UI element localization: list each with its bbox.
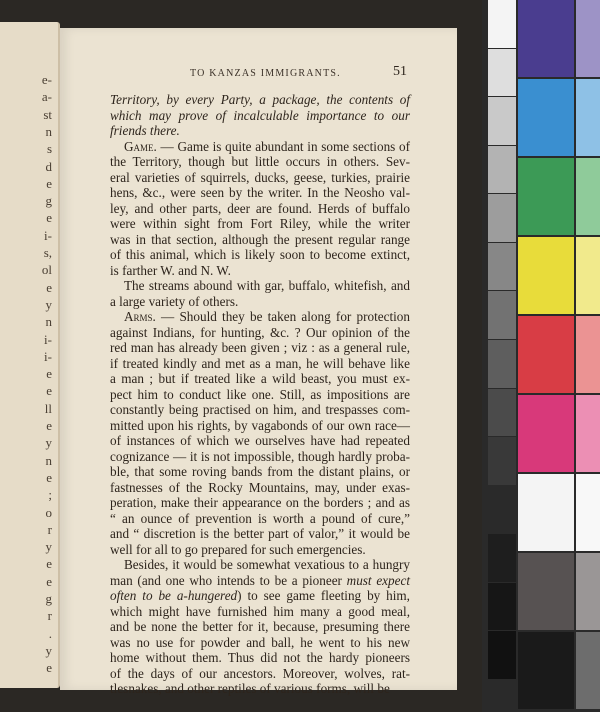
facing-page-fragment: e bbox=[46, 469, 52, 485]
tint-swatch bbox=[576, 79, 600, 156]
text-line: was in that section, although the present regular range bbox=[110, 231, 410, 247]
facing-page-fragment: r bbox=[47, 608, 52, 624]
text-line: eral varieties of squirrels, ducks, geese, turkies, prairie bbox=[110, 169, 410, 185]
text-line: a man ; but if treated like a wild beast, you must ex- bbox=[110, 371, 410, 386]
italic-span: must expect bbox=[346, 572, 410, 588]
facing-page-fragment: y bbox=[45, 642, 52, 658]
color-swatch bbox=[518, 79, 574, 156]
facing-page-fragment: a- bbox=[41, 89, 52, 105]
facing-page-fragment: i- bbox=[44, 348, 52, 364]
text-line: the Territory, though but little occurs in others. Sev- bbox=[110, 154, 410, 169]
gray-swatch bbox=[488, 0, 516, 48]
text-line: pect him to conduct like one. Still, as impositions are bbox=[110, 386, 410, 402]
text-line: was no use for powder and ball, he went to his new bbox=[110, 634, 410, 650]
text-line: mitted upon his rights, by vagabonds of our own race— bbox=[110, 417, 410, 433]
facing-page-fragment: y bbox=[45, 296, 52, 312]
text-line: and be none the better for it, because, presuming there bbox=[110, 619, 410, 634]
text-line: tlesnakes, and other reptiles of various forms, will be bbox=[110, 681, 390, 696]
facing-page-fragment: y bbox=[45, 539, 52, 555]
facing-page-fragment: ; bbox=[48, 487, 52, 503]
facing-page-fragment: d bbox=[45, 158, 52, 174]
facing-page-fragment: g bbox=[45, 591, 52, 606]
tint-swatch bbox=[576, 632, 600, 709]
gray-swatch bbox=[488, 340, 516, 388]
text-line: Besides, it would be somewhat vexatious to a hungry bbox=[124, 557, 410, 572]
text-line: if treated kindly and met as a man, he will behave like bbox=[110, 355, 410, 371]
facing-page-fragment: i- bbox=[44, 227, 52, 243]
paragraph-besides bbox=[110, 557, 410, 697]
text-span: — Should they be taken along for protection bbox=[155, 309, 410, 324]
book-page bbox=[60, 28, 457, 696]
text-line: ley, and other parts, deer are found. Herds of buffalo bbox=[110, 200, 410, 216]
facing-page-fragment: e bbox=[46, 418, 52, 433]
gray-swatch bbox=[488, 437, 516, 485]
text-line: well for all to go prepared for such emergencies. bbox=[110, 541, 366, 557]
gray-swatch bbox=[488, 146, 516, 194]
gray-swatch bbox=[488, 534, 516, 582]
text-line: ble, that some roving bands from the distant plains, or bbox=[110, 464, 410, 479]
facing-page-fragment: e bbox=[46, 556, 52, 572]
facing-page-fragment: e bbox=[46, 660, 52, 676]
gray-swatch bbox=[488, 291, 516, 339]
text-line: red man has already been given ; viz : as a general rule, bbox=[110, 340, 410, 355]
text-line: peration, make their appearance on the borders ; and as bbox=[110, 495, 410, 510]
facing-page-fragment: g bbox=[45, 193, 52, 209]
facing-page-fragment: i- bbox=[44, 331, 52, 347]
text-line: of instances of which we ourselves have had repeated bbox=[110, 433, 410, 448]
text-line: which might have furnished him many a good meal, bbox=[110, 603, 410, 619]
tint-swatch bbox=[576, 158, 600, 235]
text-line: were within sight from Fort Riley, while the writer bbox=[110, 216, 410, 231]
text-line: Territory, by every Party, a package, the contents of bbox=[110, 92, 410, 107]
facing-page-fragment: e- bbox=[41, 72, 52, 87]
facing-page-fragment: e bbox=[46, 210, 52, 226]
text-line: home without them. Thus did not the hardy pioneers bbox=[110, 650, 410, 665]
facing-page-fragment: e bbox=[46, 279, 52, 295]
text-line bbox=[110, 139, 410, 155]
tint-swatch bbox=[576, 474, 600, 551]
color-swatch bbox=[518, 395, 574, 472]
left-page-edge bbox=[0, 22, 60, 688]
color-swatch bbox=[518, 632, 574, 709]
text-line: “ an ounce of prevention is worth a pound of cure,” bbox=[110, 510, 410, 526]
color-swatch bbox=[518, 553, 574, 630]
text-line: a large variety of others. bbox=[110, 293, 239, 309]
italic-span: often to be a-hungered bbox=[110, 588, 238, 603]
facing-page-fragment: s bbox=[46, 141, 52, 157]
page-text bbox=[110, 92, 410, 697]
facing-page-fragment: . bbox=[48, 625, 52, 641]
facing-page-fragment: e bbox=[46, 175, 52, 191]
color-swatch bbox=[518, 0, 574, 77]
text-line: which may prove of incalculable importance to our bbox=[110, 107, 410, 123]
tint-swatch bbox=[576, 237, 600, 314]
text-line: hens, &c., were seen by the writer. In the Neosho val- bbox=[110, 185, 410, 200]
tint-swatch bbox=[576, 316, 600, 393]
text-line: of the days of our ancestors. Moreover, wolves, rat- bbox=[110, 665, 410, 681]
text-line: and “ discretion is the better part of valor,” it would be bbox=[110, 526, 410, 541]
facing-page-fragment: r bbox=[47, 521, 52, 537]
facing-page-fragment: e bbox=[46, 573, 52, 589]
gray-swatch bbox=[488, 631, 516, 679]
paragraph-arms bbox=[110, 309, 410, 557]
gray-swatch bbox=[488, 486, 516, 534]
tint-swatch bbox=[576, 395, 600, 472]
facing-page-fragment: st bbox=[43, 106, 52, 122]
text-line: against Indians, for hunting, &c. ? Our opinion of the bbox=[110, 324, 410, 340]
section-heading-game: Game. bbox=[124, 138, 157, 154]
facing-page-fragment: s, bbox=[43, 245, 52, 260]
text-line bbox=[110, 573, 410, 589]
paragraph-1 bbox=[110, 92, 410, 139]
tint-swatch bbox=[576, 553, 600, 630]
text-line: constantly being practised on him, and trespasses com- bbox=[110, 402, 410, 417]
text-line: cognizance — it is not impossible, though hardly proba- bbox=[110, 448, 410, 464]
text-line: fastnesses of the Rocky Mountains, may, under exas- bbox=[110, 479, 410, 495]
text-line: friends there. bbox=[110, 123, 180, 138]
text-line bbox=[110, 588, 410, 604]
color-swatch bbox=[518, 237, 574, 314]
facing-page-fragment: e bbox=[46, 366, 52, 382]
facing-page-fragment: y bbox=[45, 435, 52, 451]
gray-swatch bbox=[488, 583, 516, 631]
gray-swatch bbox=[488, 243, 516, 291]
facing-page-fragment: ol bbox=[41, 262, 52, 278]
color-swatch bbox=[518, 158, 574, 235]
section-heading-arms: Arms. bbox=[124, 309, 156, 324]
facing-page-fragment: o bbox=[45, 504, 52, 520]
gray-swatch bbox=[488, 97, 516, 145]
paragraph-game bbox=[110, 139, 410, 279]
page-number: 51 bbox=[393, 64, 407, 79]
color-swatch bbox=[518, 474, 574, 551]
text-line bbox=[110, 309, 410, 325]
gray-swatch bbox=[488, 194, 516, 242]
paragraph-streams bbox=[110, 278, 410, 309]
facing-page-fragment: e bbox=[46, 383, 52, 399]
facing-page-fragment: n bbox=[45, 123, 52, 139]
gray-swatch bbox=[488, 49, 516, 97]
tint-swatch bbox=[576, 0, 600, 77]
gray-swatch bbox=[488, 389, 516, 437]
text-span: — Game is quite abundant in some sections of bbox=[156, 138, 410, 154]
text-span: ) to see game fleeting by him, bbox=[237, 588, 410, 603]
running-head: TO KANZAS IMMIGRANTS. bbox=[190, 68, 341, 79]
text-span: man (and one who intends to be a pioneer bbox=[110, 572, 347, 588]
color-swatch bbox=[518, 316, 574, 393]
text-line: of this animal, which is likely soon to become extinct, bbox=[110, 247, 410, 262]
facing-page-fragment: n bbox=[45, 452, 52, 468]
facing-page-fragment: n bbox=[45, 314, 52, 330]
text-line: is farther W. and N. W. bbox=[110, 262, 231, 278]
text-line: The streams abound with gar, buffalo, whitefish, and bbox=[124, 278, 410, 293]
facing-page-fragment: ll bbox=[44, 400, 52, 416]
